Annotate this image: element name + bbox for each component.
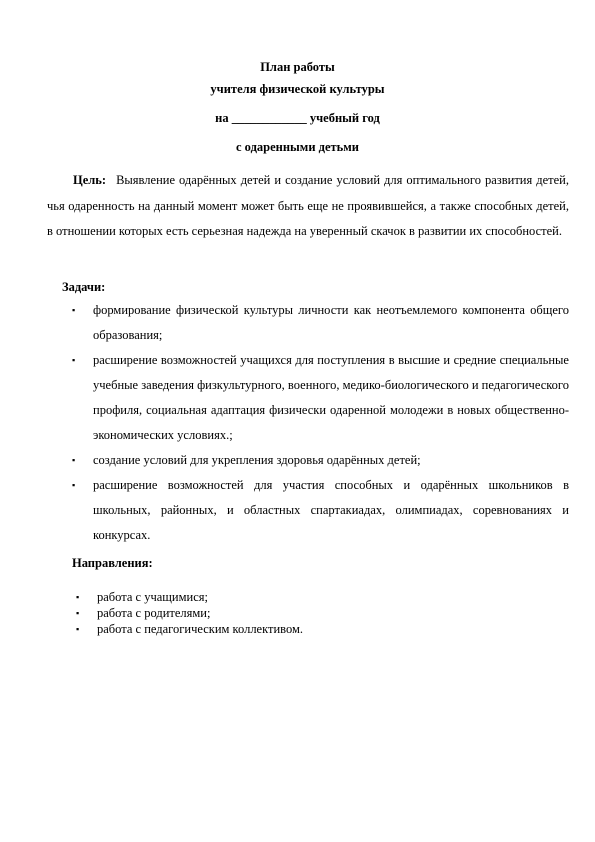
bullet-icon: ▪ bbox=[76, 624, 80, 634]
tasks-list bbox=[72, 298, 569, 548]
list-item bbox=[72, 448, 569, 473]
directions-list bbox=[76, 589, 303, 637]
doc-year-line: на ____________ учебный год bbox=[215, 111, 380, 125]
list-item bbox=[72, 473, 569, 548]
bullet-icon: ▪ bbox=[76, 608, 80, 618]
direction-text: работа с родителями; bbox=[97, 606, 211, 620]
doc-subtitle: учителя физической культуры bbox=[210, 82, 385, 96]
task-text: расширение возможностей учащихся для поступления в высшие и средние специальные учебные заведения физкультурного, военного, медико-биологического и педагогического профиля, социальная адаптация физически одаренной молодежи в новых общественно-экономических условиях.; bbox=[93, 353, 569, 442]
doc-audience-line: с одаренными детьми bbox=[236, 140, 359, 154]
bullet-icon: ▪ bbox=[72, 355, 76, 365]
tasks-heading: Задачи: bbox=[62, 280, 106, 294]
bullet-icon: ▪ bbox=[72, 305, 76, 315]
list-item bbox=[76, 605, 303, 621]
task-text: расширение возможностей для участия способных и одарённых школьников в школьных, районных, и областных спартакиадах, олимпиадах, соревнованиях и конкурсах. bbox=[93, 478, 569, 542]
list-item bbox=[76, 621, 303, 637]
list-item bbox=[76, 589, 303, 605]
list-item bbox=[72, 298, 569, 348]
list-item bbox=[72, 348, 569, 448]
bullet-icon: ▪ bbox=[72, 480, 76, 490]
direction-text: работа с педагогическим коллективом. bbox=[97, 622, 304, 636]
bullet-icon: ▪ bbox=[76, 592, 80, 602]
task-text: создание условий для укрепления здоровья одарённых детей; bbox=[93, 453, 421, 467]
directions-heading: Направления: bbox=[72, 556, 153, 570]
direction-text: работа с учащимися; bbox=[97, 590, 208, 604]
goal-text: Выявление одарённых детей и создание условий для оптимального развития детей, чья одаренность на данный момент может быть еще не проявившейся, а также способных детей, в отношении которых есть серьезная надежда на уверенный скачок в развитии их способностей. bbox=[47, 173, 569, 239]
goal-label: Цель: bbox=[73, 173, 107, 187]
doc-title: План работы bbox=[260, 60, 335, 74]
bullet-icon: ▪ bbox=[72, 455, 76, 465]
task-text: формирование физической культуры личности как неотъемлемого компонента общего образования; bbox=[93, 303, 569, 342]
goal-paragraph bbox=[47, 168, 569, 245]
